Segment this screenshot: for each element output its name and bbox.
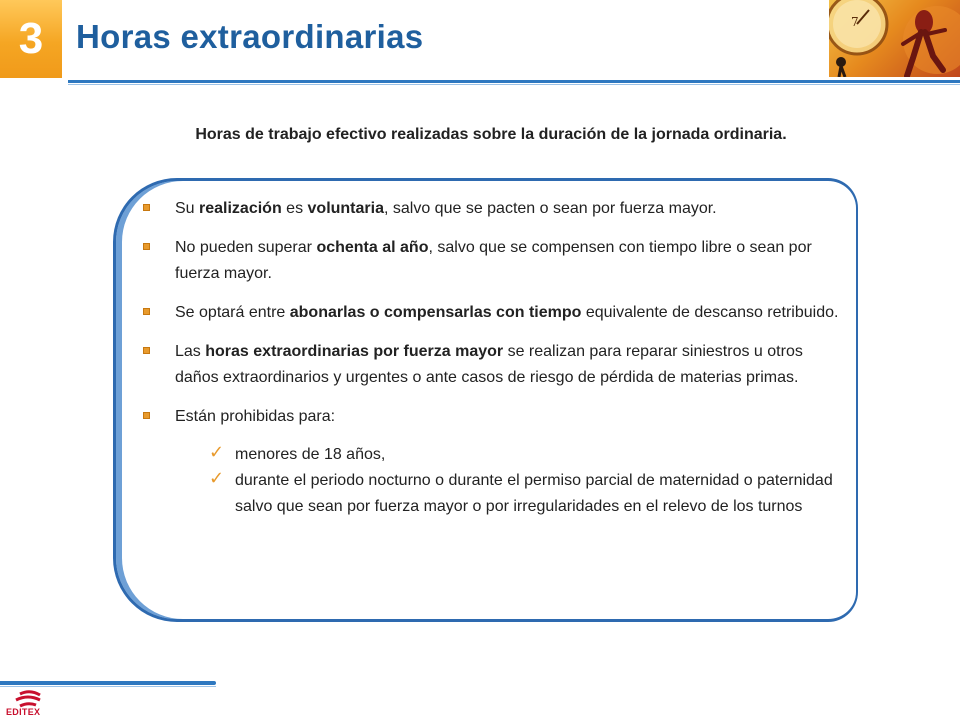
sub-list-item — [175, 468, 840, 520]
square-bullet-icon — [143, 204, 150, 211]
bullet-list — [140, 196, 840, 533]
bullet-text: se realizan para reparar siniestros u otros daños extraordinarios y urgentes o ante casos de riesgo de pérdida de materias primas. — [175, 343, 803, 386]
square-bullet-icon — [143, 347, 150, 354]
bullet-text: equivalente de descanso retribuido. — [581, 304, 839, 321]
svg-text:7: 7 — [851, 15, 859, 29]
clock-runner-illustration — [829, 0, 960, 77]
bullet-emphasis: realización — [199, 200, 282, 217]
bullet-text: es — [281, 200, 308, 217]
bullet-text: , salvo que se compensen con tiempo libre o sean por fuerza mayor. — [175, 239, 812, 282]
bullet-item — [140, 196, 840, 222]
sub-list-item — [175, 442, 840, 468]
bullet-emphasis: ochenta al año — [316, 239, 429, 256]
bullet-emphasis: voluntaria — [307, 200, 384, 217]
clock-runner-photo — [829, 0, 960, 77]
bullet-item — [140, 235, 840, 287]
square-bullet-icon — [143, 308, 150, 315]
header-divider-light — [68, 84, 960, 85]
editex-logo-text: EDITEX — [6, 707, 41, 717]
bullet-text: Su — [175, 200, 200, 217]
footer-divider-light — [0, 686, 216, 687]
bullet-text: , salvo que se pacten o sean por fuerza mayor. — [383, 200, 717, 217]
bullet-item — [140, 339, 840, 391]
intro-definition: Horas de trabajo efectivo realizadas sobre la duración de la jornada ordinaria. — [195, 126, 787, 143]
slide-header — [0, 0, 960, 90]
chapter-number: 3 — [18, 14, 44, 63]
footer-divider — [0, 681, 216, 685]
chapter-badge — [0, 0, 62, 78]
bullet-item — [140, 404, 840, 520]
square-bullet-icon — [143, 243, 150, 250]
page-title: Horas extraordinarias — [76, 18, 424, 55]
bullet-text: Están prohibidas para: — [175, 408, 336, 425]
checkmark-icon: ✓ — [209, 442, 225, 463]
sub-list-text: menores de 18 años, — [235, 446, 386, 463]
checkmark-icon: ✓ — [209, 468, 225, 489]
bullet-text: Se optará entre — [175, 304, 290, 321]
bullet-emphasis: abonarlas o compensarlas con tiempo — [289, 304, 582, 321]
bullet-text: Las — [175, 343, 206, 360]
bullet-emphasis: horas extraordinarias por fuerza mayor — [205, 343, 504, 360]
sub-list-text: durante el periodo nocturno o durante el permiso parcial de maternidad o paternidad salvo que sean por fuerza mayor o por irregularidades en el relevo de los turnos — [235, 472, 833, 515]
bullet-text: No pueden superar — [175, 239, 317, 256]
header-divider — [68, 80, 960, 83]
sub-list — [175, 442, 840, 520]
square-bullet-icon — [143, 412, 150, 419]
bullet-item — [140, 300, 840, 326]
